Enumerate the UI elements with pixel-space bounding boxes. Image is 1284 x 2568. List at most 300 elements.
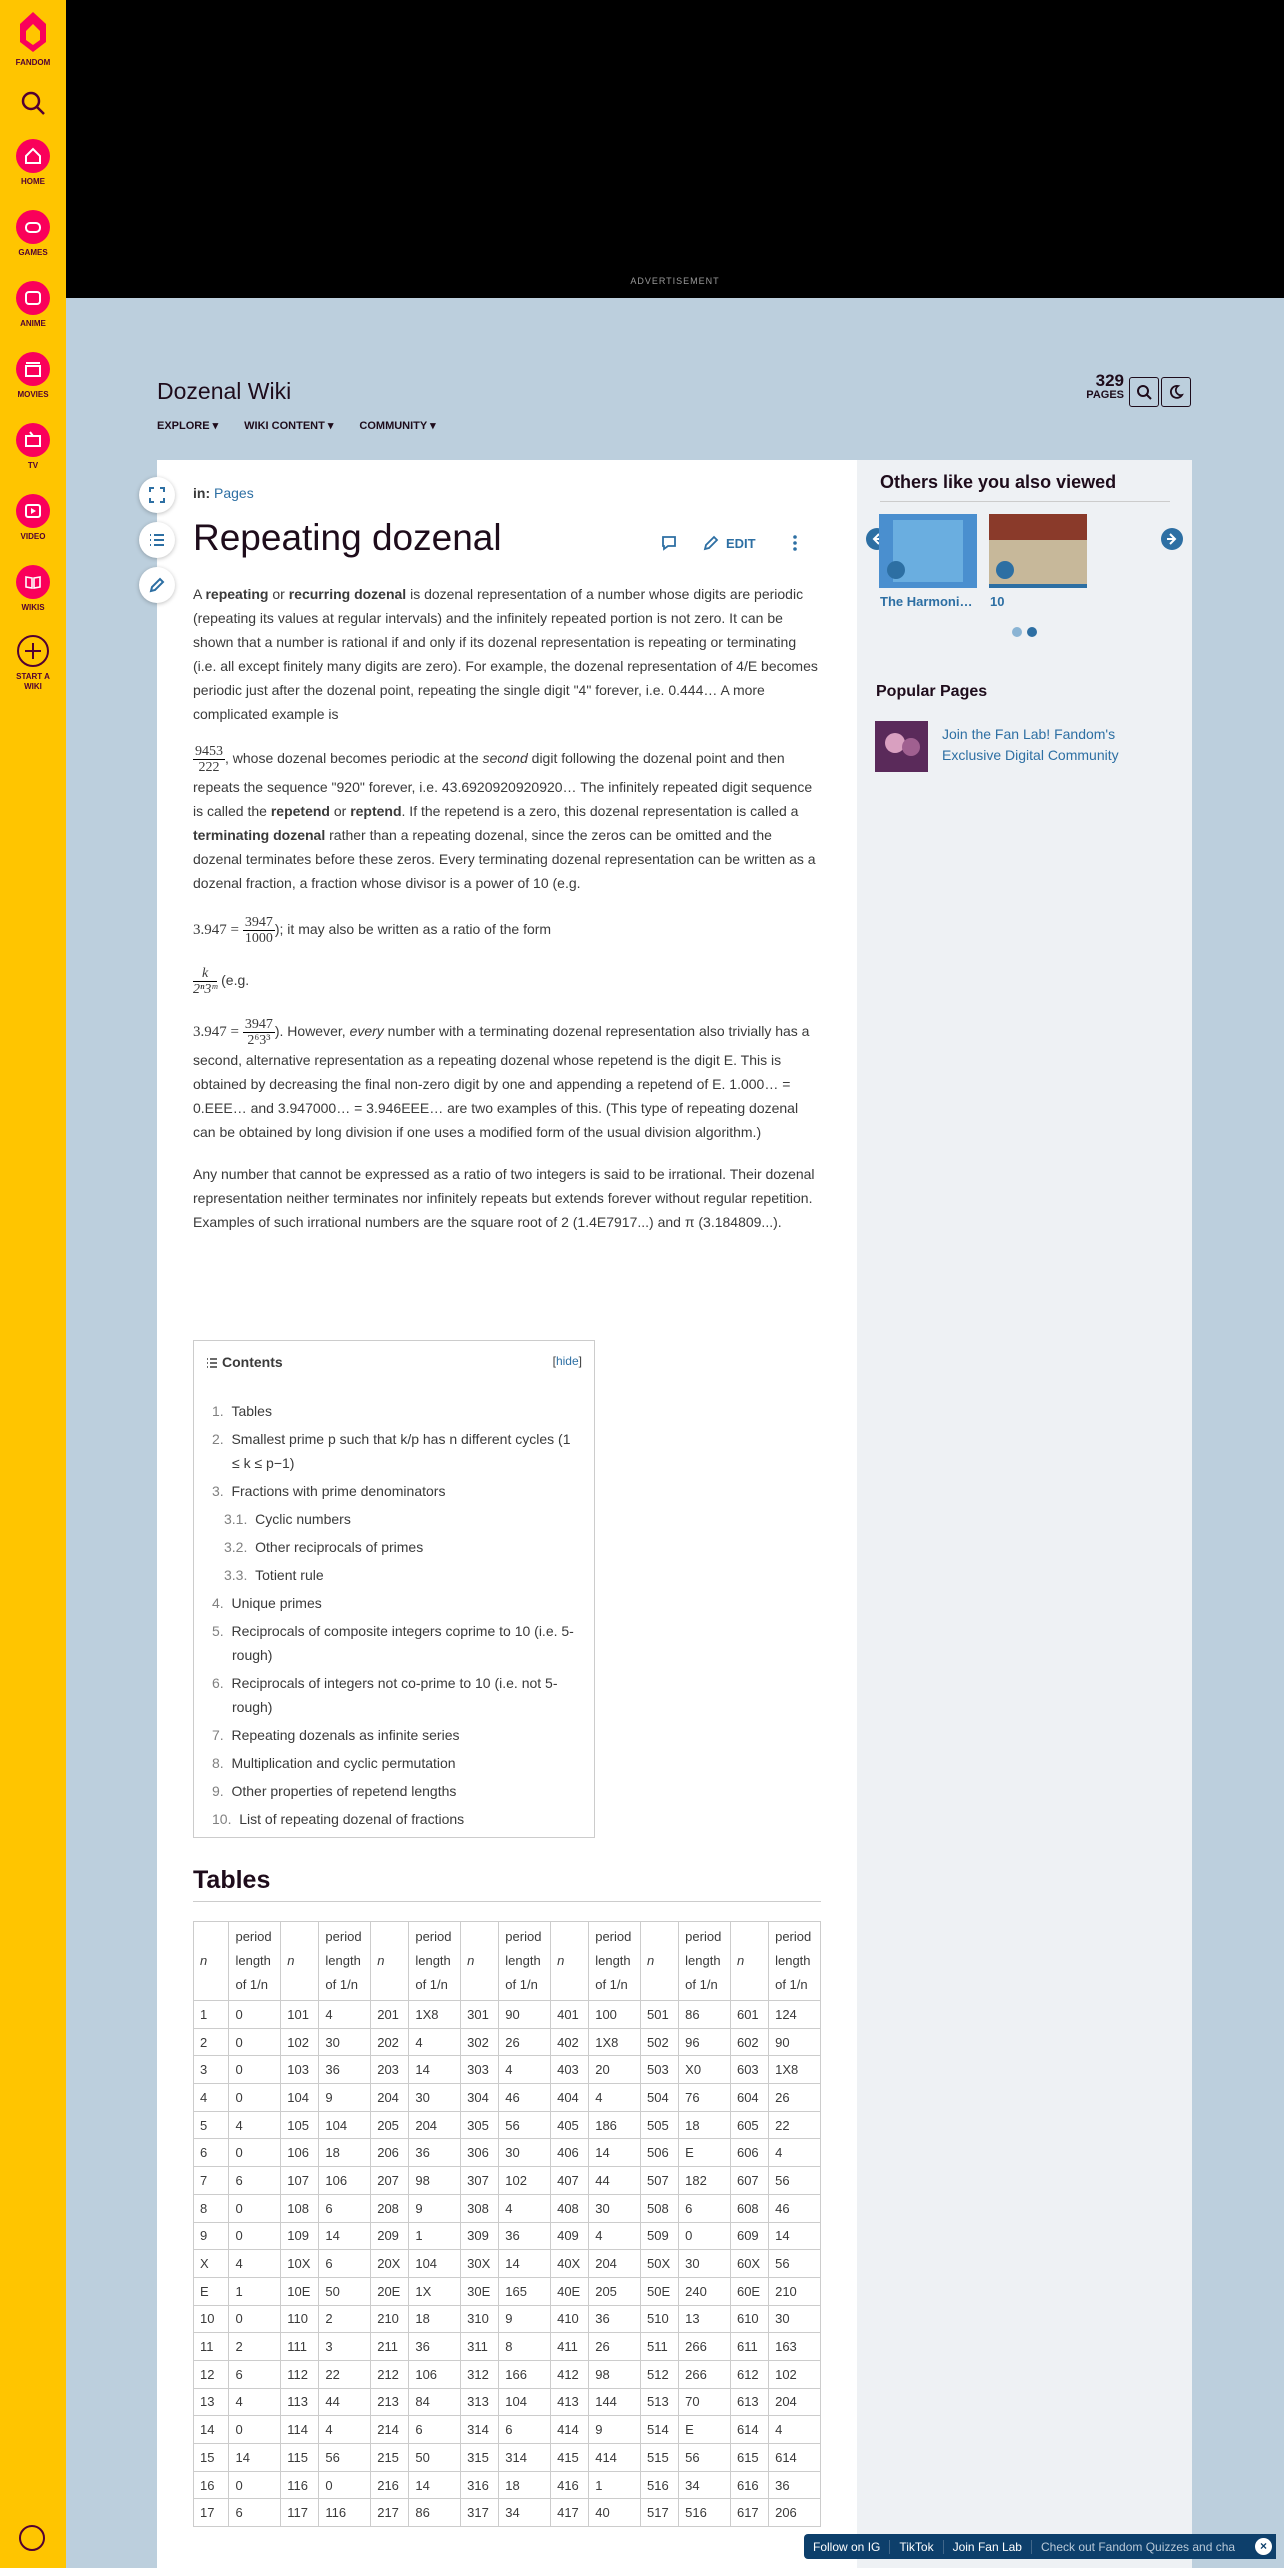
cell-period: E (679, 2139, 731, 2167)
cell-n: 503 (641, 2056, 679, 2084)
cell-period: 1 (229, 2277, 281, 2305)
quizzes-cta[interactable]: Check out Fandom Quizzes and cha (1040, 2539, 1236, 2554)
cell-n: 101 (281, 2001, 319, 2029)
cell-n: 608 (730, 2194, 768, 2222)
cell-period: 6 (319, 2250, 371, 2278)
moon-icon (1168, 384, 1184, 400)
table-of-contents (193, 1340, 595, 1838)
cell-period: 4 (499, 2056, 551, 2084)
toc-item[interactable] (212, 1807, 582, 1831)
cell-period: 6 (499, 2416, 551, 2444)
join-fan-lab-link[interactable]: Join Fan Lab (944, 2540, 1032, 2554)
global-navigation (0, 0, 66, 2568)
cell-n: 203 (371, 2056, 409, 2084)
nav-wiki-content[interactable]: WIKI CONTENT ▾ (244, 419, 333, 432)
cell-n: 50E (641, 2277, 679, 2305)
toc-item-number: 4. (212, 1595, 224, 1611)
cell-period: 36 (319, 2056, 371, 2084)
nav-movies[interactable] (0, 352, 66, 400)
cell-period: 14 (319, 2222, 371, 2250)
cell-period: 14 (229, 2444, 281, 2472)
cell-period: 30 (409, 2084, 461, 2112)
toc-item-link[interactable]: Multiplication and cyclic permutation (231, 1755, 456, 1771)
table-row (194, 2388, 821, 2416)
cell-period: 22 (769, 2111, 821, 2139)
toc-item-link[interactable]: Other reciprocals of primes (255, 1539, 424, 1555)
cell-n: 12 (194, 2360, 229, 2388)
cell-n: 110 (281, 2305, 319, 2333)
cell-n: 209 (371, 2222, 409, 2250)
table-row (194, 2111, 821, 2139)
cell-period: 266 (679, 2333, 731, 2361)
cell-period: 4 (589, 2084, 641, 2112)
page-actions (660, 534, 804, 552)
cell-n: 402 (551, 2028, 589, 2056)
nav-anime-label: ANIME (20, 319, 46, 328)
cell-period: 14 (499, 2250, 551, 2278)
cell-period: 0 (229, 2084, 281, 2112)
nav-games[interactable] (0, 210, 66, 258)
cell-n: 102 (281, 2028, 319, 2056)
cell-n: 303 (461, 2056, 499, 2084)
cell-n: 407 (551, 2167, 589, 2195)
cell-period: 104 (409, 2250, 461, 2278)
cell-n: 617 (730, 2499, 768, 2527)
cell-period: 4 (229, 2250, 281, 2278)
cell-period: 30 (499, 2139, 551, 2167)
cell-period: 165 (499, 2277, 551, 2305)
user-avatar-icon[interactable] (19, 2525, 45, 2551)
cell-period: 34 (679, 2471, 731, 2499)
nav-explore[interactable]: EXPLORE ▾ (157, 419, 218, 432)
cell-n: 40X (551, 2250, 589, 2278)
cell-period: 205 (589, 2277, 641, 2305)
column-header-period: period length of 1/n (769, 1922, 821, 2001)
cell-n: 405 (551, 2111, 589, 2139)
clapper-icon (24, 360, 42, 378)
toc-item-link[interactable]: Fractions with prime denominators (231, 1483, 446, 1499)
cell-n: 214 (371, 2416, 409, 2444)
fraction-denominator: 2⁶3³ (247, 1033, 271, 1048)
cell-n: 1 (194, 2001, 229, 2029)
table-row (194, 2084, 821, 2112)
carousel-dot-1[interactable] (1012, 627, 1022, 637)
table-row (194, 2444, 821, 2472)
cell-n: 517 (641, 2499, 679, 2527)
tv-icon (24, 431, 42, 449)
cell-n: 202 (371, 2028, 409, 2056)
text: ). However, (274, 1023, 350, 1040)
cell-n: 308 (461, 2194, 499, 2222)
section-heading-tables: Tables (193, 1866, 821, 1902)
cell-period: 240 (679, 2277, 731, 2305)
start-a-wiki-button[interactable] (0, 634, 66, 692)
follow-ig-link[interactable]: Follow on IG (804, 2540, 890, 2554)
cell-period: 104 (499, 2388, 551, 2416)
table-header-row (194, 1922, 821, 2001)
text: or (329, 803, 351, 819)
wiki-title[interactable]: Dozenal Wiki (157, 378, 292, 404)
theme-toggle-button[interactable] (1161, 377, 1191, 407)
table-row (194, 2499, 821, 2527)
nav-video[interactable] (0, 494, 66, 542)
text: digit following the dozenal point and then repeats the sequence "920" forever, i.e. 43.6920920920920… The infinitely repeated digit sequence is called the (193, 750, 813, 819)
carousel-dot-2[interactable] (1027, 627, 1037, 637)
cell-n: 14 (194, 2416, 229, 2444)
text: A (193, 586, 206, 602)
text: (e.g. (221, 972, 250, 989)
cell-n: 60E (730, 2277, 768, 2305)
cell-period: 14 (409, 2471, 461, 2499)
cell-period: 0 (229, 2028, 281, 2056)
term-reptend: reptend (350, 803, 402, 819)
cell-n: 603 (730, 2056, 768, 2084)
cell-period: 124 (769, 2001, 821, 2029)
cell-period: 204 (769, 2388, 821, 2416)
cell-n: 411 (551, 2333, 589, 2361)
cell-period: 516 (679, 2499, 731, 2527)
cell-n: 8 (194, 2194, 229, 2222)
search-icon (1136, 384, 1152, 400)
table-body (194, 2001, 821, 2527)
text-emphasis: every (349, 1023, 384, 1040)
toc-item-number: 3. (212, 1483, 224, 1499)
cell-n: 311 (461, 2333, 499, 2361)
tiktok-link[interactable]: TikTok (890, 2540, 943, 2554)
cell-period: 56 (499, 2111, 551, 2139)
cell-period: 186 (589, 2111, 641, 2139)
toc-item-number: 7. (212, 1727, 224, 1743)
search-button[interactable] (0, 90, 66, 116)
cell-n: 211 (371, 2333, 409, 2361)
cell-n: 301 (461, 2001, 499, 2029)
toc-item-number: 3.3. (224, 1567, 248, 1583)
toc-item-link[interactable]: Reciprocals of composite integers coprime to 10 (i.e. 5-rough) (231, 1623, 574, 1663)
cell-n: 16 (194, 2471, 229, 2499)
toc-item-link[interactable]: Other properties of repetend lengths (231, 1783, 457, 1799)
toc-item-link[interactable]: Unique primes (231, 1595, 322, 1611)
cell-n: 305 (461, 2111, 499, 2139)
toc-item[interactable] (212, 1619, 582, 1667)
cell-n: 416 (551, 2471, 589, 2499)
toc-title (206, 1354, 283, 1370)
cell-n: 605 (730, 2111, 768, 2139)
math-fraction (243, 1017, 275, 1048)
cell-n: 50X (641, 2250, 679, 2278)
nav-video-label: VIDEO (20, 532, 46, 541)
paragraph-repetend (193, 744, 821, 895)
cell-n: 614 (730, 2416, 768, 2444)
table-row (194, 2277, 821, 2305)
card-label-harmonics[interactable]: The Harmoni… (880, 594, 973, 609)
toc-item-link[interactable]: Tables (231, 1403, 272, 1419)
cell-n: 315 (461, 2444, 499, 2472)
cell-period: 4 (769, 2139, 821, 2167)
toc-item[interactable] (212, 1779, 582, 1803)
text: , whose dozenal becomes periodic at the (225, 750, 483, 767)
edit-button[interactable]: EDIT (726, 535, 756, 551)
term-recurring-dozenal: recurring dozenal (288, 586, 407, 602)
cell-period: 1X8 (769, 2056, 821, 2084)
cell-n: 40E (551, 2277, 589, 2305)
fraction-numerator: k (193, 966, 217, 982)
column-header-n: n (371, 1922, 409, 2001)
cell-period: 56 (769, 2167, 821, 2195)
cell-n: 610 (730, 2305, 768, 2333)
cell-n: 10 (194, 2305, 229, 2333)
toc-item[interactable] (224, 1535, 582, 1559)
toc-hide-link[interactable]: hide (555, 1354, 579, 1368)
cell-n: 114 (281, 2416, 319, 2444)
toc-item[interactable] (224, 1507, 582, 1531)
cell-period: 56 (679, 2444, 731, 2472)
cell-period: 56 (769, 2250, 821, 2278)
nav-home-label: HOME (21, 177, 45, 186)
cell-n: 511 (641, 2333, 679, 2361)
cell-n: 13 (194, 2388, 229, 2416)
term-repetend: repetend (270, 803, 330, 819)
column-header-period: period length of 1/n (589, 1922, 641, 2001)
cell-n: 613 (730, 2388, 768, 2416)
card-thumbnail-10[interactable] (989, 514, 1087, 588)
cell-period: 9 (409, 2194, 461, 2222)
cell-n: 409 (551, 2222, 589, 2250)
cell-period: 2 (229, 2333, 281, 2361)
toc-item-number: 9. (212, 1783, 224, 1799)
cell-n: 410 (551, 2305, 589, 2333)
cell-period: 3 (319, 2333, 371, 2361)
cell-n: 306 (461, 2139, 499, 2167)
text: . If the repetend is a zero, this dozenal representation is called a (401, 803, 799, 819)
gamepad-icon (24, 218, 42, 236)
cell-n: 504 (641, 2084, 679, 2112)
cell-period: 266 (679, 2360, 731, 2388)
toc-item-number: 6. (212, 1675, 224, 1691)
toc-item-link[interactable]: Cyclic numbers (255, 1511, 351, 1527)
arrow-right-icon (1161, 528, 1183, 550)
cell-n: 11 (194, 2333, 229, 2361)
cell-n: 602 (730, 2028, 768, 2056)
cell-n: 20E (371, 2277, 409, 2305)
cell-n: 205 (371, 2111, 409, 2139)
cell-n: 117 (281, 2499, 319, 2527)
cell-n: 317 (461, 2499, 499, 2527)
toc-item[interactable] (224, 1563, 582, 1587)
nav-tv-label: TV (27, 461, 39, 470)
cell-n: 314 (461, 2416, 499, 2444)
cell-n: 401 (551, 2001, 589, 2029)
cell-n: 304 (461, 2084, 499, 2112)
nav-games-label: GAMES (18, 248, 48, 257)
table-row (194, 2222, 821, 2250)
fraction-denominator: 2ⁿ3ᵐ (193, 982, 218, 997)
cell-period: 14 (589, 2139, 641, 2167)
cell-n: 204 (371, 2084, 409, 2112)
cell-period: E (679, 2416, 731, 2444)
popular-pages-title: Popular Pages (876, 683, 988, 700)
fan-lab-image-icon (875, 721, 928, 772)
period-length-table-wrapper[interactable] (193, 1921, 821, 2568)
cell-n: 106 (281, 2139, 319, 2167)
toc-item-number: 1. (212, 1403, 224, 1419)
math-fraction (243, 915, 275, 946)
wiki-search-button[interactable] (1129, 377, 1159, 407)
cell-n: 105 (281, 2111, 319, 2139)
cell-n: 212 (371, 2360, 409, 2388)
nav-wikis[interactable] (0, 565, 66, 613)
cell-period: 18 (499, 2471, 551, 2499)
toc-item-number: 3.2. (224, 1539, 248, 1555)
cell-period: 210 (769, 2277, 821, 2305)
fullscreen-button[interactable] (139, 477, 175, 513)
toc-item-link[interactable]: Totient rule (255, 1567, 324, 1583)
toc-item-link[interactable]: Reciprocals of integers not co-prime to 10 (i.e. not 5-rough) (231, 1675, 558, 1715)
cell-period: 36 (409, 2139, 461, 2167)
nav-movies-label: MOVIES (17, 390, 49, 399)
fraction-numerator: 3947 (244, 1017, 273, 1032)
popular-page-link[interactable]: Join the Fan Lab! Fandom's Exclusive Digital Community (942, 726, 1119, 763)
cell-n: 208 (371, 2194, 409, 2222)
list-icon (206, 1357, 218, 1369)
cell-period: 414 (589, 2444, 641, 2472)
cell-period: 18 (679, 2111, 731, 2139)
cell-n: 415 (551, 2444, 589, 2472)
cell-period: 90 (499, 2001, 551, 2029)
cell-period: 40 (589, 2499, 641, 2527)
pencil-icon (148, 576, 166, 594)
cell-period: 6 (229, 2167, 281, 2195)
table-of-contents-button[interactable] (139, 522, 175, 558)
toc-hide-toggle[interactable]: [hide] (552, 1354, 582, 1368)
fandom-logo[interactable] (0, 10, 66, 68)
cell-n: 404 (551, 2084, 589, 2112)
toc-item-link[interactable]: Smallest prime p such that k/p has n different cycles (1 ≤ k ≤ p−1) (231, 1431, 571, 1471)
nav-community[interactable]: COMMUNITY ▾ (359, 419, 435, 432)
cell-period: 30 (589, 2194, 641, 2222)
cell-period: 204 (589, 2250, 641, 2278)
column-header-period: period length of 1/n (499, 1922, 551, 2001)
cell-n: 116 (281, 2471, 319, 2499)
close-icon[interactable]: × (1255, 2538, 1272, 2555)
cell-n: 104 (281, 2084, 319, 2112)
cell-n: 10X (281, 2250, 319, 2278)
cell-n: 207 (371, 2167, 409, 2195)
carousel-next-button[interactable] (1161, 528, 1183, 550)
cell-n: 313 (461, 2388, 499, 2416)
cell-period: 36 (589, 2305, 641, 2333)
cell-n: 302 (461, 2028, 499, 2056)
popular-page-thumbnail[interactable] (875, 721, 928, 772)
toc-item[interactable] (212, 1723, 582, 1747)
cell-n: 307 (461, 2167, 499, 2195)
cell-period: 22 (319, 2360, 371, 2388)
toc-item[interactable] (212, 1591, 582, 1615)
fan-feed-bar (804, 2534, 1276, 2559)
math-fraction (193, 966, 217, 997)
table-row (194, 2360, 821, 2388)
column-header-n: n (461, 1922, 499, 2001)
cell-period: 86 (679, 2001, 731, 2029)
card-label-10[interactable]: 10 (990, 594, 1005, 609)
cell-n: 201 (371, 2001, 409, 2029)
cell-period: 4 (499, 2194, 551, 2222)
column-header-n: n (194, 1922, 229, 2001)
table-row (194, 2028, 821, 2056)
cell-period: 0 (229, 2001, 281, 2029)
cell-n: 502 (641, 2028, 679, 2056)
toc-item-number: 2. (212, 1431, 224, 1447)
table-row (194, 2250, 821, 2278)
fraction-numerator: 9453 (195, 744, 223, 759)
cell-n: 312 (461, 2360, 499, 2388)
edit-side-button[interactable] (139, 567, 175, 603)
cell-n: 501 (641, 2001, 679, 2029)
toc-item[interactable] (212, 1427, 582, 1475)
cell-period: 0 (319, 2471, 371, 2499)
toc-title-text: Contents (222, 1354, 283, 1370)
ad-label: ADVERTISEMENT (630, 276, 720, 286)
cell-period: 0 (679, 2222, 731, 2250)
cell-period: 0 (229, 2222, 281, 2250)
cell-period: 1 (589, 2471, 641, 2499)
toc-item-number: 8. (212, 1755, 224, 1771)
toc-item-link[interactable]: Repeating dozenals as infinite series (231, 1727, 460, 1743)
column-header-period: period length of 1/n (319, 1922, 371, 2001)
nav-tv[interactable] (0, 423, 66, 471)
toc-item[interactable] (212, 1479, 582, 1503)
comment-icon[interactable] (660, 534, 678, 552)
paragraph-intro (193, 582, 821, 726)
nav-anime[interactable] (0, 281, 66, 329)
cell-period: 0 (229, 2416, 281, 2444)
home-icon (24, 147, 42, 165)
cell-period: 6 (319, 2194, 371, 2222)
cell-period: 9 (499, 2305, 551, 2333)
cell-period: 4 (589, 2222, 641, 2250)
cell-n: 111 (281, 2333, 319, 2361)
cell-period: 34 (499, 2499, 551, 2527)
cell-period: 102 (499, 2167, 551, 2195)
toc-item[interactable] (212, 1399, 582, 1423)
more-options-icon[interactable] (786, 534, 804, 552)
cell-period: 44 (319, 2388, 371, 2416)
nav-home[interactable] (0, 139, 66, 187)
cell-n: 108 (281, 2194, 319, 2222)
toc-item[interactable] (212, 1751, 582, 1775)
column-header-n: n (281, 1922, 319, 2001)
cell-period: 9 (319, 2084, 371, 2112)
cell-n: 15 (194, 2444, 229, 2472)
cell-period: 36 (499, 2222, 551, 2250)
cell-n: 515 (641, 2444, 679, 2472)
paragraph-irrational: Any number that cannot be expressed as a ratio of two integers is said to be irrational. Their dozenal representation neither terminates nor infinitely repeats but extends forever without regular repetition. Examples of such irrational numbers are the square root of 2 (1.4E7917...) and π (3.184809...). (193, 1166, 815, 1230)
cell-n: 406 (551, 2139, 589, 2167)
cell-n: 414 (551, 2416, 589, 2444)
ad-banner (66, 0, 1284, 298)
card-thumbnail-harmonics[interactable] (879, 514, 977, 588)
category-link[interactable]: Pages (214, 485, 254, 501)
cell-n: 508 (641, 2194, 679, 2222)
cell-n: 216 (371, 2471, 409, 2499)
cell-period: 20 (589, 2056, 641, 2084)
cell-period: 106 (409, 2360, 461, 2388)
cell-period: 14 (409, 2056, 461, 2084)
fandom-logo-icon (16, 10, 50, 54)
cell-period: 4 (769, 2416, 821, 2444)
anime-icon (24, 289, 42, 307)
toc-item-link[interactable]: List of repeating dozenal of fractions (239, 1811, 465, 1827)
toc-item[interactable] (212, 1671, 582, 1719)
